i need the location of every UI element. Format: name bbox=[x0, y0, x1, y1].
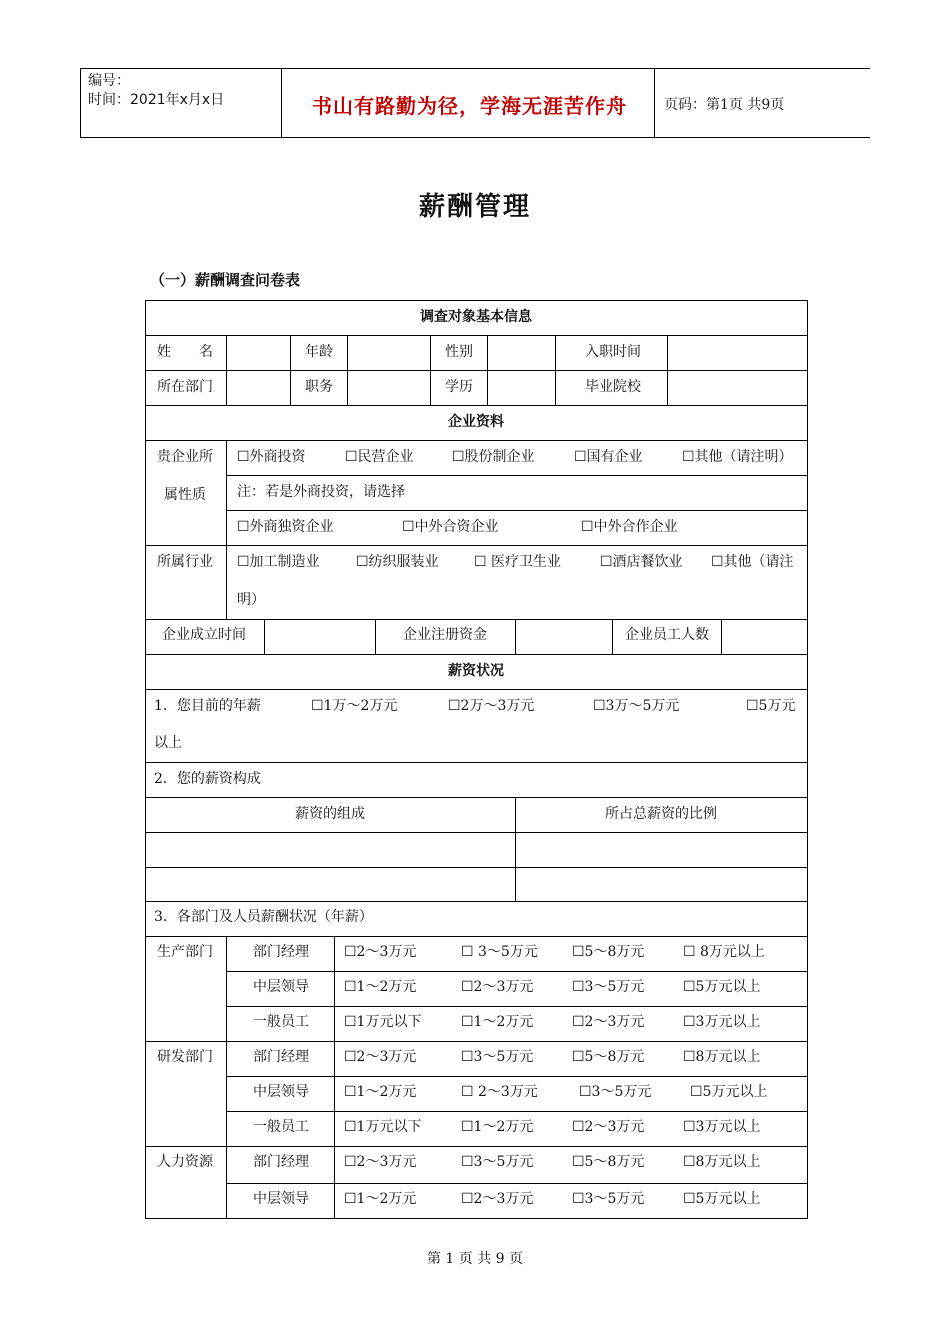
entry-time-label: 入职时间 bbox=[585, 344, 641, 360]
department-label: 所在部门 bbox=[157, 379, 213, 395]
role-label: 中层领导 bbox=[253, 1191, 309, 1207]
date-label: 时间：2021年x月x日 bbox=[88, 92, 225, 108]
checkbox-option[interactable]: ☐ 2～3万元 bbox=[461, 1084, 538, 1100]
question-label: 3．各部门及人员薪酬状况（年薪） bbox=[154, 909, 373, 925]
table-rule bbox=[145, 654, 808, 655]
table-rule bbox=[145, 370, 808, 371]
table-rule bbox=[487, 335, 488, 405]
header-divider bbox=[80, 69, 81, 137]
checkbox-option[interactable]: ☐ 8万元以上 bbox=[683, 944, 765, 960]
checkbox-option[interactable]: ☐国有企业 bbox=[574, 449, 643, 465]
checkbox-option[interactable]: ☐5万元以上 bbox=[683, 979, 761, 995]
table-rule bbox=[226, 510, 808, 511]
table-rule bbox=[145, 405, 808, 406]
department-name: 人力资源 bbox=[157, 1154, 213, 1170]
table-rule bbox=[226, 440, 227, 545]
checkbox-option[interactable]: ☐2～3万元 bbox=[461, 1191, 534, 1207]
header-divider bbox=[281, 69, 282, 137]
checkbox-option[interactable]: ☐5万元以上 bbox=[683, 1191, 761, 1207]
role-label: 部门经理 bbox=[253, 944, 309, 960]
checkbox-option[interactable]: ☐纺织服装业 bbox=[356, 554, 439, 570]
nature-label: 贵企业所 bbox=[157, 449, 213, 465]
table-rule bbox=[145, 689, 808, 690]
column-header: 所占总薪资的比例 bbox=[605, 806, 717, 822]
role-label: 部门经理 bbox=[253, 1154, 309, 1170]
table-rule bbox=[226, 545, 227, 619]
serial-label: 编号： bbox=[88, 73, 130, 89]
page-title: 薪酬管理 bbox=[418, 192, 531, 222]
role-label: 中层领导 bbox=[253, 979, 309, 995]
checkbox-option[interactable]: ☐3～5万元 bbox=[461, 1154, 534, 1170]
question-label: 2．您的薪资构成 bbox=[154, 771, 261, 787]
department-name: 研发部门 bbox=[157, 1049, 213, 1065]
table-rule bbox=[145, 901, 808, 902]
table-rule bbox=[721, 619, 722, 654]
checkbox-option[interactable]: ☐1万元以下 bbox=[344, 1119, 422, 1135]
industry-label: 所属行业 bbox=[157, 554, 213, 570]
position-label: 职务 bbox=[305, 379, 333, 395]
column-header: 薪资的组成 bbox=[295, 806, 365, 822]
table-rule bbox=[145, 1146, 808, 1147]
page-footer: 第 1 页 共 9 页 bbox=[426, 1251, 524, 1267]
checkbox-option[interactable]: ☐1万～2万元 bbox=[311, 698, 398, 714]
table-rule bbox=[145, 545, 808, 546]
table-section-title: 企业资料 bbox=[448, 414, 504, 430]
role-label: 一般员工 bbox=[253, 1119, 309, 1135]
table-rule bbox=[807, 300, 808, 1218]
header-meta bbox=[88, 72, 224, 110]
checkbox-option[interactable]: ☐民营企业 bbox=[345, 449, 414, 465]
checkbox-option[interactable]: ☐3～5万元 bbox=[572, 979, 645, 995]
header-motto: 书山有路勤为径，学海无涯苦作舟 bbox=[312, 94, 627, 118]
checkbox-option[interactable]: ☐2万～3万元 bbox=[448, 698, 535, 714]
table-rule bbox=[226, 1183, 808, 1184]
gender-label: 性别 bbox=[445, 344, 473, 360]
checkbox-option[interactable]: ☐1～2万元 bbox=[344, 1191, 417, 1207]
checkbox-option[interactable]: ☐其他（请注 bbox=[711, 554, 794, 570]
checkbox-option[interactable]: ☐1～2万元 bbox=[344, 979, 417, 995]
checkbox-option[interactable]: ☐5万元 bbox=[746, 698, 796, 714]
checkbox-option[interactable]: ☐中外合作企业 bbox=[581, 519, 678, 535]
checkbox-option[interactable]: ☐股份制企业 bbox=[452, 449, 535, 465]
table-rule bbox=[264, 619, 265, 654]
table-rule bbox=[334, 936, 335, 1218]
industry-option-continued: 明） bbox=[237, 592, 265, 608]
checkbox-option[interactable]: ☐2～3万元 bbox=[572, 1119, 645, 1135]
table-rule bbox=[612, 619, 613, 654]
age-label: 年龄 bbox=[305, 344, 333, 360]
page-header bbox=[80, 68, 870, 138]
checkbox-option[interactable]: ☐其他（请注明） bbox=[682, 449, 793, 465]
checkbox-option[interactable]: ☐中外合资企业 bbox=[402, 519, 499, 535]
staff-count-label: 企业员工人数 bbox=[625, 627, 709, 643]
question-label: 1．您目前的年薪 bbox=[154, 698, 261, 714]
checkbox-option[interactable]: ☐8万元以上 bbox=[683, 1049, 761, 1065]
department-name: 生产部门 bbox=[157, 944, 213, 960]
table-rule bbox=[347, 335, 348, 405]
table-rule bbox=[145, 1041, 808, 1042]
table-rule bbox=[145, 440, 808, 441]
table-rule bbox=[226, 1111, 808, 1112]
checkbox-option[interactable]: ☐2～3万元 bbox=[344, 944, 417, 960]
table-rule bbox=[145, 619, 808, 620]
table-section-title: 薪资状况 bbox=[448, 663, 504, 679]
checkbox-option[interactable]: ☐酒店餐饮业 bbox=[600, 554, 683, 570]
checkbox-option[interactable]: ☐5～8万元 bbox=[572, 1154, 645, 1170]
checkbox-option[interactable]: ☐5～8万元 bbox=[572, 1049, 645, 1065]
checkbox-option[interactable]: ☐1～2万元 bbox=[461, 1119, 534, 1135]
checkbox-option[interactable]: ☐5万元以上 bbox=[690, 1084, 768, 1100]
section-heading: （一）薪酬调查问卷表 bbox=[150, 271, 301, 289]
header-page-number: 页码：第1页 共9页 bbox=[664, 97, 785, 113]
table-rule bbox=[145, 832, 808, 833]
checkbox-option[interactable]: ☐3～5万元 bbox=[461, 1049, 534, 1065]
question-continued: 以上 bbox=[154, 735, 182, 751]
checkbox-option[interactable]: ☐外商投资 bbox=[237, 449, 306, 465]
table-rule bbox=[515, 619, 516, 654]
checkbox-option[interactable]: ☐3～5万元 bbox=[572, 1191, 645, 1207]
checkbox-option[interactable]: ☐ 医疗卫生业 bbox=[474, 554, 562, 570]
checkbox-option[interactable]: ☐ 3～5万元 bbox=[461, 944, 538, 960]
table-rule bbox=[145, 300, 808, 301]
checkbox-option[interactable]: ☐3万元以上 bbox=[683, 1119, 761, 1135]
table-section-title: 调查对象基本信息 bbox=[420, 309, 532, 325]
table-rule bbox=[145, 300, 146, 1218]
role-label: 部门经理 bbox=[253, 1049, 309, 1065]
checkbox-option[interactable]: ☐2～3万元 bbox=[344, 1049, 417, 1065]
foreign-note: 注：若是外商投资，请选择 bbox=[237, 484, 405, 500]
checkbox-option[interactable]: ☐3万～5万元 bbox=[593, 698, 680, 714]
table-rule bbox=[226, 971, 808, 972]
table-rule bbox=[145, 762, 808, 763]
table-rule bbox=[145, 936, 808, 937]
checkbox-option[interactable]: ☐1～2万元 bbox=[344, 1084, 417, 1100]
table-rule bbox=[555, 335, 556, 405]
checkbox-option[interactable]: ☐2～3万元 bbox=[572, 1014, 645, 1030]
checkbox-option[interactable]: ☐3万元以上 bbox=[683, 1014, 761, 1030]
table-rule bbox=[145, 797, 808, 798]
checkbox-option[interactable]: ☐1万元以下 bbox=[344, 1014, 422, 1030]
table-rule bbox=[290, 335, 291, 405]
table-rule bbox=[145, 1218, 808, 1219]
checkbox-option[interactable]: ☐外商独资企业 bbox=[237, 519, 334, 535]
table-rule bbox=[226, 1076, 808, 1077]
checkbox-option[interactable]: ☐5～8万元 bbox=[572, 944, 645, 960]
checkbox-option[interactable]: ☐2～3万元 bbox=[344, 1154, 417, 1170]
checkbox-option[interactable]: ☐8万元以上 bbox=[683, 1154, 761, 1170]
checkbox-option[interactable]: ☐加工制造业 bbox=[237, 554, 320, 570]
role-label: 一般员工 bbox=[253, 1014, 309, 1030]
table-rule bbox=[226, 936, 227, 1218]
table-rule bbox=[145, 335, 808, 336]
education-label: 学历 bbox=[445, 379, 473, 395]
table-rule bbox=[430, 335, 431, 405]
table-rule bbox=[667, 335, 668, 405]
capital-label: 企业注册资金 bbox=[403, 627, 487, 643]
table-rule bbox=[226, 335, 227, 405]
table-rule bbox=[226, 1006, 808, 1007]
name-label: 姓 名 bbox=[157, 344, 213, 360]
checkbox-option[interactable]: ☐1～2万元 bbox=[461, 1014, 534, 1030]
table-rule bbox=[226, 475, 808, 476]
role-label: 中层领导 bbox=[253, 1084, 309, 1100]
school-label: 毕业院校 bbox=[585, 379, 641, 395]
checkbox-option[interactable]: ☐2～3万元 bbox=[461, 979, 534, 995]
found-time-label: 企业成立时间 bbox=[162, 627, 246, 643]
table-rule bbox=[375, 619, 376, 654]
checkbox-option[interactable]: ☐3～5万元 bbox=[579, 1084, 652, 1100]
table-rule bbox=[145, 867, 808, 868]
nature-label: 属性质 bbox=[164, 487, 206, 503]
